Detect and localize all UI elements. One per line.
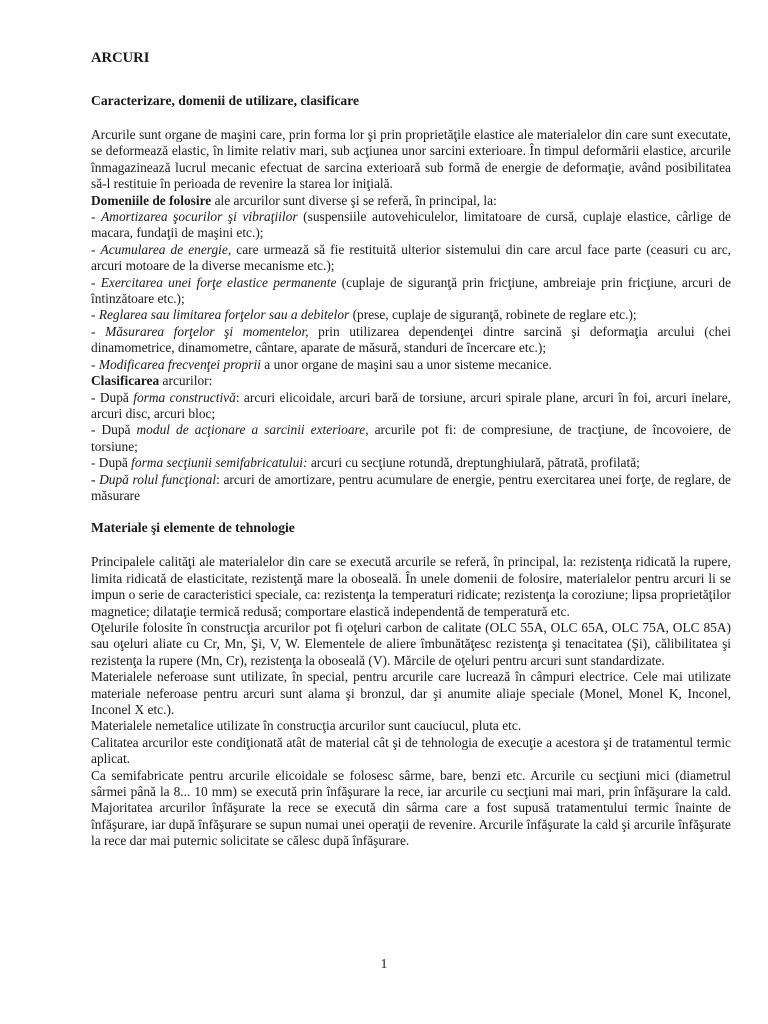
- domain-item-prefix: -: [91, 274, 101, 290]
- classification-item-prefix: - După: [91, 422, 137, 438]
- classification-item-italic: modul de acţionare a sarcinii exterioare: [136, 422, 366, 438]
- classification-item-prefix: -: [91, 471, 100, 487]
- domain-item: [91, 275, 731, 308]
- classification-item-prefix: - După: [91, 389, 134, 405]
- domain-item-text: , care urmează să fie restituită ulterior sistemului din care arcul face parte (ceasuri cu arc, arcuri motoare de la diverse mecanisme etc.);: [91, 241, 732, 274]
- classification-lead: [91, 373, 731, 389]
- section-heading-materials: Materiale şi elemente de tehnologie: [91, 520, 295, 536]
- domain-item: [91, 209, 731, 242]
- classification-item-text: : arcuri de amortizare, pentru acumulare de energie, pentru exercitarea unei forţe, de reglare, de măsurare: [91, 471, 731, 503]
- domains-lead-bold: Domeniile de folosire: [91, 192, 212, 208]
- domain-item-prefix: -: [91, 323, 106, 339]
- domain-item-text: (suspensiile autovehiculelor, limitatoare de cursă, cuplaje elastice, cârlige de macara, fundaţii de maşini etc.);: [91, 209, 731, 241]
- domain-item-prefix: -: [91, 209, 102, 225]
- domain-item-prefix: -: [91, 307, 99, 323]
- domain-item-italic: Exercitarea unei forţe elastice permanente: [100, 274, 337, 290]
- domain-item-text: prin utilizarea dependenţei dintre sarcină şi deformaţia arcului (chei dinamometrice, dinamometre, cântare, aparate de măsură, standuri de încercare etc.);: [91, 323, 731, 356]
- page-number: 1: [380, 956, 388, 971]
- domain-item: [91, 357, 731, 373]
- classification-lead-bold: Clasificarea: [91, 373, 160, 389]
- materials-paragraph: Ca semifabricate pentru arcurile elicoidale se folosesc sârme, bare, benzi etc. Arcurile cu secţiuni mici (diametrul sârmei până la 8... 10 mm) se execută prin înfăşurare la rece, iar arcurile cu secţiuni mai mari, prin înfăşurare la cald. Majoritatea arcurilor înfăşurate la rece se execută din sârma care a fost supusă tratamentului termic înainte de înfăşurare, iar după înfăşurare se supun numai unei operaţii de revenire. Arcurile înfăşurate la cald şi arcurile înfăşurate la rece dar mai puternic solicitate se călesc după înfăşurare.: [91, 767, 731, 849]
- classification-item-text: : arcuri elicoidale, arcuri bară de torsiune, arcuri spirale plane, arcuri în foi, arcuri inelare, arcuri disc, arcuri bloc;: [91, 389, 731, 421]
- classification-item-text: , arcurile pot fi: de compresiune, de tracţiune, de încovoiere, de torsiune;: [91, 422, 732, 454]
- materials-paragraph: Materialele neferoase sunt utilizate, în special, pentru arcurile care lucrează în câmpuri electrice. Cele mai utilizate materiale neferoase pentru arcuri sunt alama şi bronzul, dar şi anumite aliaje speciale (Monel, Monel K, Inconel, Inconel X etc.).: [91, 669, 731, 717]
- classification-lead-text: arcurilor:: [159, 373, 213, 389]
- domain-item-prefix: -: [91, 356, 99, 372]
- domains-lead: [91, 193, 731, 209]
- domain-item-text: (cuplaje de siguranţă prin fricţiune, ambreiaje prin fricţiune, arcuri de întinzătoare etc.);: [91, 274, 732, 307]
- classification-item: [91, 455, 731, 471]
- section-heading-characterization: Caracterizare, domenii de utilizare, clasificare: [91, 93, 360, 108]
- domain-item-prefix: -: [91, 241, 101, 257]
- domain-item-italic: Acumularea de energie: [100, 241, 228, 257]
- classification-item: [91, 390, 731, 423]
- classification-item-text: arcuri cu secţiune rotundă, dreptunghiulară, pătrată, profilată;: [307, 455, 640, 471]
- domain-item-italic: Amortizarea şocurilor şi vibraţiilor: [101, 209, 298, 225]
- classification-item-italic: forma secţiunii semifabricatului:: [131, 455, 308, 471]
- materials-paragraph: Calitatea arcurilor este condiţionată atât de material cât şi de tehnologia de execuţie a acestora şi de tratamentul termic aplicat.: [91, 734, 731, 767]
- domains-lead-text: ale arcurilor sunt diverse şi se referă, în principal, la:: [211, 192, 497, 208]
- materials-paragraph: Materialele nemetalice utilizate în construcţia arcurilor sunt cauciucul, pluta etc.: [91, 718, 522, 734]
- domain-item-italic: Modificarea frecvenţei proprii: [98, 356, 261, 372]
- classification-item: [91, 472, 731, 505]
- document-page: [91, 50, 731, 850]
- domain-item-text: a unor organe de maşini sau a unor sisteme mecanice.: [260, 356, 552, 372]
- domain-item: [91, 242, 731, 275]
- domain-item: [91, 307, 731, 323]
- document-title: ARCURI: [91, 50, 150, 66]
- classification-item-prefix: - După: [91, 455, 132, 471]
- intro-paragraph: Arcurile sunt organe de maşini care, prin forma lor şi prin proprietăţile elastice ale materialelor din care sunt executate, se deformează elastic, în limite relativ mari, sub acţiunea unor sarcini exterioare. În timpul deformării elastice, arcurile înmagazinează lucrul mecanic efectuat de sarcina exterioară sub formă de energie de deformaţie, având posibilitatea să-l restituie în perioada de revenire la starea lor iniţială.: [91, 127, 731, 192]
- classification-item: [91, 422, 731, 455]
- domain-item-italic: Măsurarea forţelor şi momentelor,: [105, 323, 309, 339]
- classification-item-italic: forma constructivă: [133, 389, 236, 405]
- materials-paragraph: Principalele calităţi ale materialelor din care se execută arcurile se referă, în principal, la: rezistenţa ridicată la rupere, limita ridicată de elasticitate, rezistenţă mare la oboseală. În unele domenii de folosire, materialelor pentru arcuri li se impun o serie de caracteristici speciale, ca: rezistenţa la temperaturi ridicate; rezistenţa la coroziune; lipsa proprietăţilor magnetice; dilataţie termică redusă; comportare elastică independentă de temperatură etc.: [91, 554, 731, 619]
- classification-item-italic: După rolul funcţional: [99, 471, 217, 487]
- materials-paragraph: Oţelurile folosite în construcţia arcurilor pot fi oţeluri carbon de calitate (OLC 55A, OLC 65A, OLC 75A, OLC 85A) sau oţeluri aliate cu Cr, Mn, Şi, V, W. Elementele de aliere îmbunătăţesc rezistenţa şi tenacitatea (Şi), călibilitatea şi rezistenţa la rupere (Mn, Cr), rezistenţa la oboseală (V). Mărcile de oţeluri pentru arcuri sunt standardizate.: [91, 619, 731, 668]
- domain-item: [91, 324, 731, 357]
- domain-item-text: (prese, cuplaje de siguranţă, robinete de reglare etc.);: [349, 307, 637, 323]
- domain-item-italic: Reglarea sau limitarea forţelor sau a debitelor: [98, 307, 350, 323]
